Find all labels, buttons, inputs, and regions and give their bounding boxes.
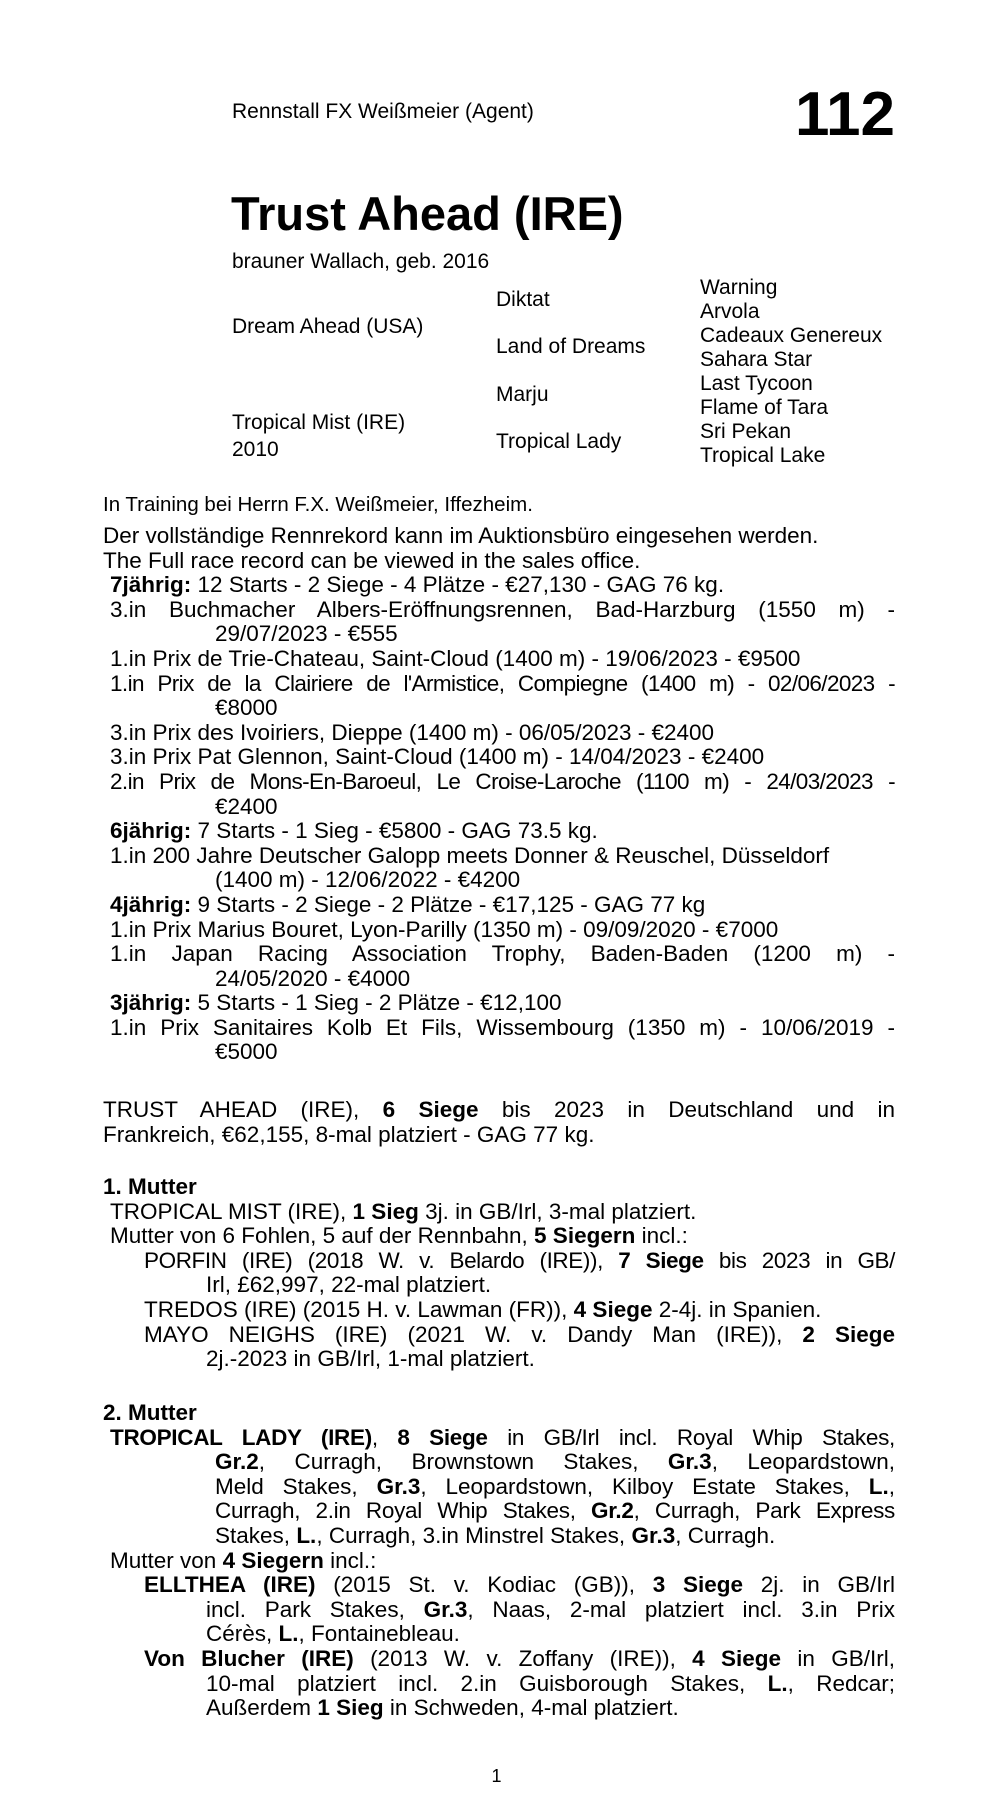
pedigree-gen3-name: Tropical Lake [700,444,826,467]
race-line-cont: 29/07/2023 - €555 [215,621,398,647]
produce-line: Mutter von 4 Siegern incl.: [110,1547,377,1573]
race-line: 1.in Japan Racing Association Trophy, Baden-Baden (1200 m) - [110,941,895,967]
record-age6-summary: 6jährig: 7 Starts - 1 Sieg - €5800 - GAG 73.5 kg. [110,818,598,844]
race-line-cont: 24/05/2020 - €4000 [215,965,411,991]
race-line-cont: €5000 [215,1039,278,1065]
pedigree-gen3-name: Cadeaux Genereux [700,324,883,347]
offspring-line-cont: Außerdem 1 Sieg in Schweden, 4-mal platziert. [206,1695,679,1721]
race-line: 1.in 200 Jahre Deutscher Galopp meets Donner & Reuschel, Düsseldorf [110,842,830,868]
offspring-line: Von Blucher (IRE) (2013 W. v. Zoffany (IRE)), 4 Siege in GB/Irl, [144,1645,895,1671]
consignor: Rennstall FX Weißmeier (Agent) [232,100,534,123]
pedigree-gen3-name: Warning [700,276,778,299]
offspring-line: TREDOS (IRE) (2015 H. v. Lawman (FR)), 4 Siege 2-4j. in Spanien. [144,1296,822,1322]
racing-summary [103,1098,895,1147]
offspring-line-cont: Irl, £62,997, 22-mal platziert. [206,1272,492,1298]
produce-line: Mutter von 6 Fohlen, 5 auf der Rennbahn, 5 Siegern incl.: [110,1223,688,1249]
pedigree-gen3-name: Last Tycoon [700,372,813,395]
record-age-label: 4jährig: [110,891,192,917]
race-record [103,524,895,1065]
pedigree-gen3-name: Sahara Star [700,348,813,371]
race-record-note-de: Der vollständige Rennrekord kann im Auktionsbüro eingesehen werden. [103,523,819,548]
lot-number: 112 [794,80,895,149]
race-line: 1.in Prix de Trie-Chateau, Saint-Cloud (1400 m) - 19/06/2023 - €9500 [110,645,801,671]
pedigree-sire-dam: Land of Dreams [496,335,646,358]
race-line: 3.in Prix Pat Glennon, Saint-Cloud (1400 m) - 14/04/2023 - €2400 [110,744,765,770]
pedigree-gen3-name: Arvola [700,300,760,323]
horse-name: Trust Ahead (IRE) [231,187,624,240]
dam-line-cont: Curragh, 2.in Royal Whip Stakes, Gr.2, Curragh, Park Express [215,1498,896,1524]
pedigree-sire: Dream Ahead (USA) [232,315,424,338]
second-dam-section [103,1401,895,1721]
page-number: 1 [491,1766,502,1786]
section-heading: 2. Mutter [103,1400,197,1425]
section-heading: 1. Mutter [103,1174,197,1199]
race-line: 1.in Prix de la Clairiere de l'Armistice, Compiegne (1400 m) - 02/06/2023 - [110,670,895,696]
summary-line: TRUST AHEAD (IRE), 6 Siege bis 2023 in Deutschland und in [103,1097,895,1122]
pedigree-dam-year: 2010 [232,438,279,461]
pedigree-gen3-name: Flame of Tara [700,396,828,419]
dam-line-cont: Meld Stakes, Gr.3, Leopardstown, Kilboy Estate Stakes, L., [215,1473,895,1499]
pedigree-sire-sire: Diktat [496,288,550,311]
horse-description: brauner Wallach, geb. 2016 [232,250,490,273]
record-age3-summary: 3jährig: 5 Starts - 1 Sieg - 2 Plätze - €12,100 [110,990,562,1016]
race-line: 1.in Prix Marius Bouret, Lyon-Parilly (1350 m) - 09/09/2020 - €7000 [110,916,779,942]
race-line-cont: (1400 m) - 12/06/2022 - €4200 [215,867,521,893]
offspring-line: ELLTHEA (IRE) (2015 St. v. Kodiac (GB)), 3 Siege 2j. in GB/Irl [144,1572,896,1598]
dam-line: TROPICAL MIST (IRE), 1 Sieg 3j. in GB/Irl, 3-mal platziert. [110,1198,697,1224]
record-age4-summary: 4jährig: 9 Starts - 2 Siege - 2 Plätze - €17,125 - GAG 77 kg [110,891,706,917]
offspring-line-cont: Cérès, L., Fontainebleau. [206,1621,460,1647]
pedigree-dam: Tropical Mist (IRE) [232,411,406,434]
race-line: 1.in Prix Sanitaires Kolb Et Fils, Wissembourg (1350 m) - 10/06/2019 - [110,1014,895,1040]
summary-line: Frankreich, €62,155, 8-mal platziert - GAG 77 kg. [103,1121,595,1147]
dam-line-cont: Stakes, L., Curragh, 3.in Minstrel Stakes, Gr.3, Curragh. [215,1522,776,1548]
record-age7-summary: 7jährig: 12 Starts - 2 Siege - 4 Plätze - €27,130 - GAG 76 kg. [110,572,725,598]
record-age-label: 7jährig: [110,572,192,598]
training-note: In Training bei Herrn F.X. Weißmeier, Iffezheim. [103,493,533,516]
race-line: 3.in Prix des Ivoiriers, Dieppe (1400 m) - 06/05/2023 - €2400 [110,719,715,745]
offspring-line-cont: incl. Park Stakes, Gr.3, Naas, 2-mal platziert incl. 3.in Prix [206,1596,895,1622]
race-line: 2.in Prix de Mons-En-Baroeul, Le Croise-Laroche (1100 m) - 24/03/2023 - [110,768,895,794]
first-dam-section [103,1175,895,1372]
offspring-line-cont: 10-mal platziert incl. 2.in Guisborough Stakes, L., Redcar; [206,1670,895,1696]
pedigree-dam-sire: Marju [496,383,549,406]
race-line-cont: €2400 [215,793,278,819]
dam-line: TROPICAL LADY (IRE), 8 Siege in GB/Irl incl. Royal Whip Stakes, [110,1424,895,1450]
race-record-note-en: The Full race record can be viewed in the sales office. [103,547,641,573]
race-line: 3.in Buchmacher Albers-Eröffnungsrennen, Bad-Harzburg (1550 m) - [110,596,895,622]
record-age-label: 3jährig: [110,990,192,1016]
pedigree-gen3-name: Sri Pekan [700,420,792,443]
offspring-line-cont: 2j.-2023 in GB/Irl, 1-mal platziert. [206,1346,535,1372]
offspring-line: MAYO NEIGHS (IRE) (2021 W. v. Dandy Man (IRE)), 2 Siege [144,1321,895,1347]
race-line-cont: €8000 [215,695,278,721]
record-age-label: 6jährig: [110,818,192,844]
pedigree-dam-dam: Tropical Lady [496,430,622,453]
offspring-line: PORFIN (IRE) (2018 W. v. Belardo (IRE)), 7 Siege bis 2023 in GB/ [144,1247,896,1273]
pedigree-gen3 [700,276,882,468]
dam-line-cont: Gr.2, Curragh, Brownstown Stakes, Gr.3, Leopardstown, [215,1449,895,1475]
